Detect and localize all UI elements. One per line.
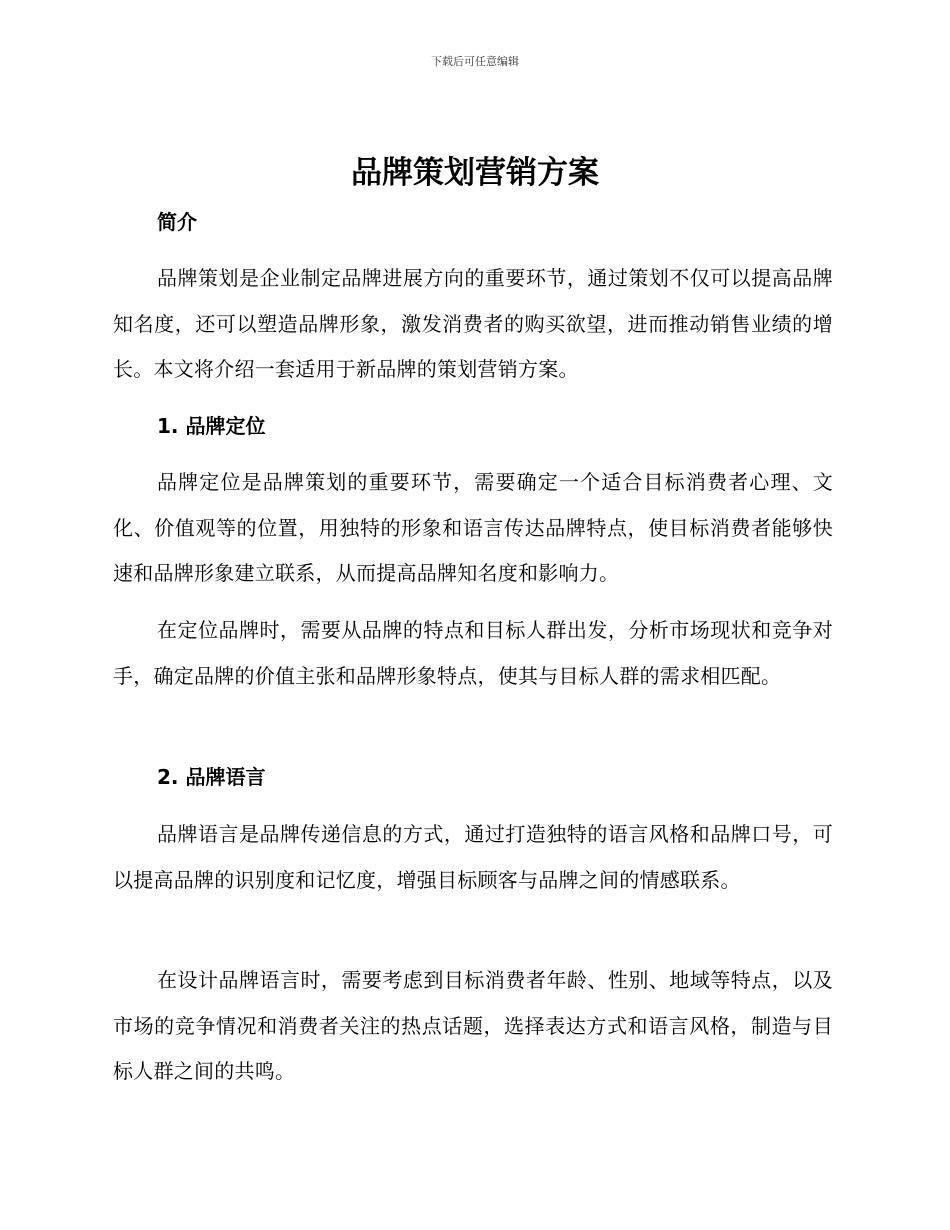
language-paragraph-1: 品牌语言是品牌传递信息的方式，通过打造独特的语言风格和品牌口号，可以提高品牌的识别度和记忆度，增强目标顾客与品牌之间的情感联系。 <box>113 822 833 892</box>
section-heading-brand-language: 2. 品牌语言 <box>157 765 266 789</box>
positioning-paragraph-2: 在定位品牌时，需要从品牌的特点和目标人群出发，分析市场现状和竞争对手，确定品牌的价值主张和品牌形象特点，使其与目标人群的需求相匹配。 <box>113 618 833 688</box>
positioning-paragraph-1: 品牌定位是品牌策划的重要环节，需要确定一个适合目标消费者心理、文化、价值观等的位置，用独特的形象和语言传达品牌特点，使目标消费者能够快速和品牌形象建立联系，从而提高品牌知名度和影响力。 <box>113 470 833 585</box>
language-paragraph-2: 在设计品牌语言时，需要考虑到目标消费者年龄、性别、地域等特点，以及市场的竞争情况和消费者关注的热点话题，选择表达方式和语言风格，制造与目标人群之间的共鸣。 <box>113 968 833 1083</box>
intro-paragraph: 品牌策划是企业制定品牌进展方向的重要环节，通过策划不仅可以提高品牌知名度，还可以塑造品牌形象，激发消费者的购买欲望，进而推动销售业绩的增长。本文将介绍一套适用于新品牌的策划营销方案。 <box>113 266 833 381</box>
section-heading-intro: 简介 <box>157 210 197 234</box>
page-header-note: 下载后可任意编辑 <box>431 55 519 68</box>
section-heading-brand-positioning: 1. 品牌定位 <box>157 414 266 438</box>
document-title: 品牌策划营销方案 <box>351 155 599 191</box>
